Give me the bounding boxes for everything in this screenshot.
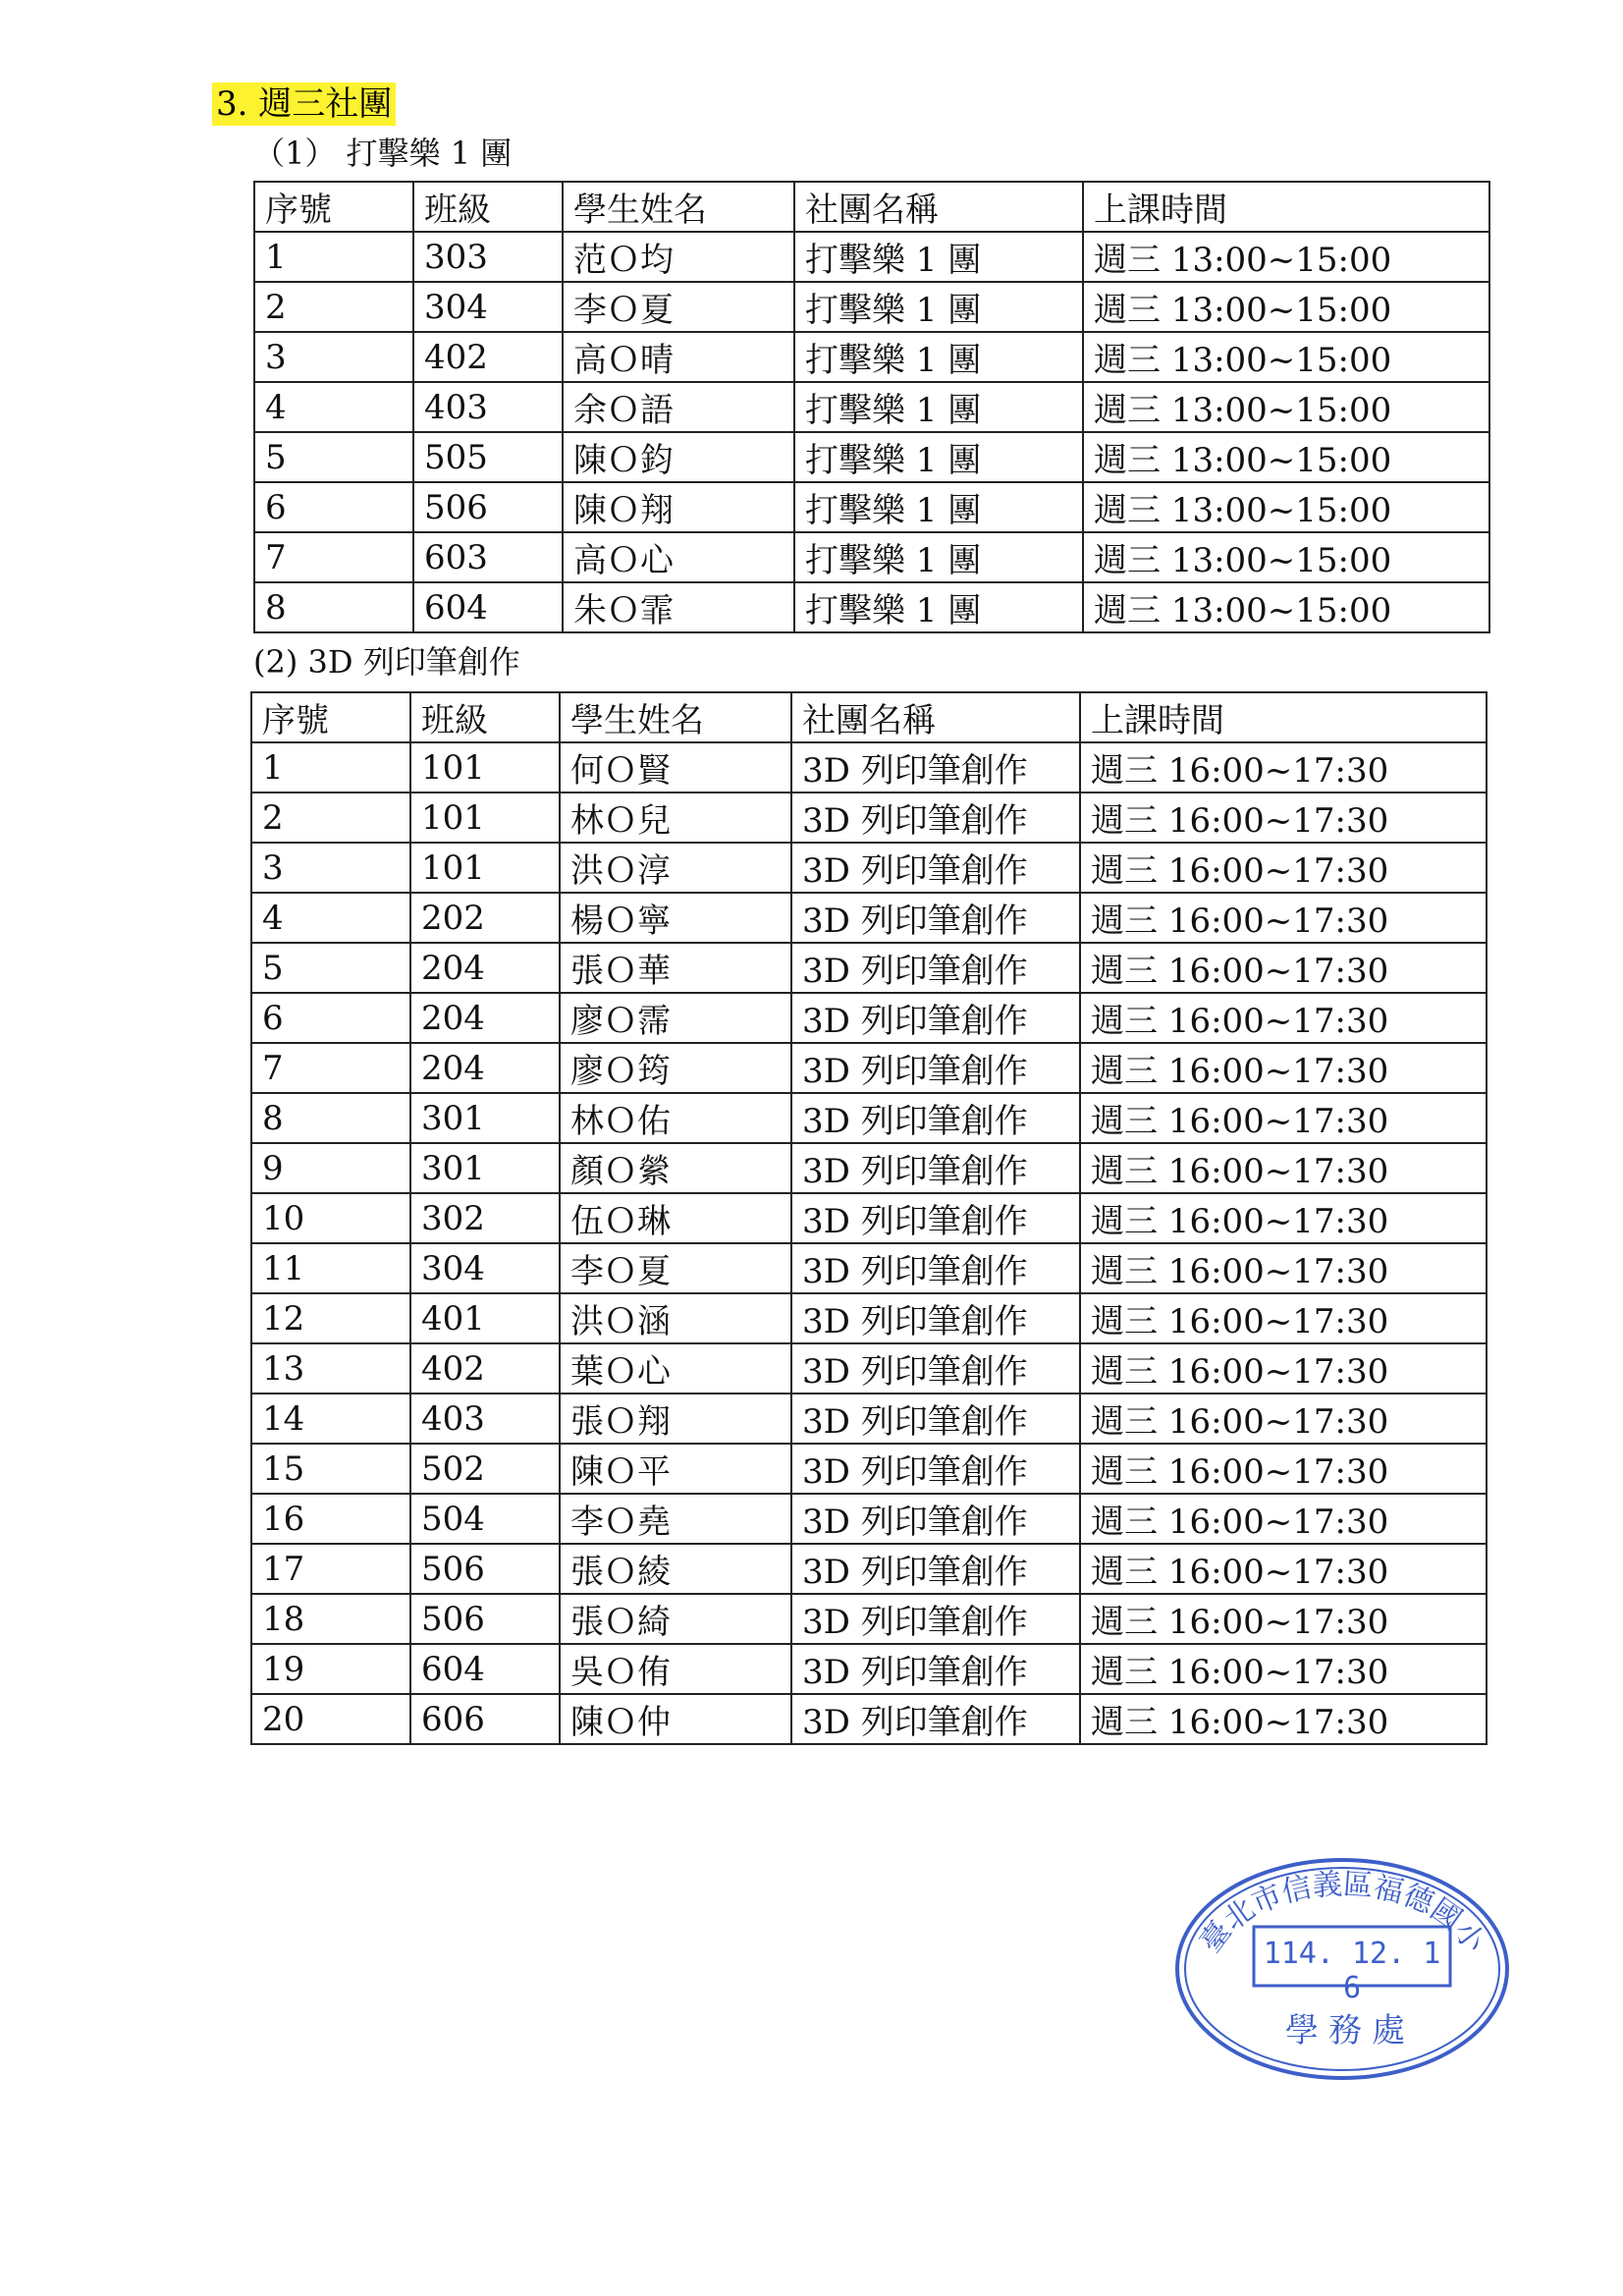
cell-club-name: 打擊樂 1 團 <box>794 282 1083 332</box>
header-club-name: 社團名稱 <box>791 692 1080 742</box>
cell-student-name: 高Ｏ心 <box>563 532 794 582</box>
cell-class: 204 <box>410 1043 560 1093</box>
table-row <box>251 742 1487 793</box>
cell-club-name: 3D 列印筆創作 <box>791 1243 1080 1293</box>
table-row <box>251 1093 1487 1143</box>
cell-seq: 6 <box>254 482 413 532</box>
cell-seq: 20 <box>251 1694 410 1744</box>
cell-class: 101 <box>410 793 560 843</box>
table-row <box>251 1193 1487 1243</box>
cell-seq: 13 <box>251 1343 410 1394</box>
cell-class: 403 <box>413 382 563 432</box>
school-office-stamp <box>1173 1856 1512 2082</box>
table-row <box>254 282 1489 332</box>
cell-seq: 2 <box>254 282 413 332</box>
cell-seq: 5 <box>251 943 410 993</box>
cell-student-name: 李Ｏ堯 <box>560 1494 791 1544</box>
header-seq: 序號 <box>254 182 413 232</box>
cell-student-name: 葉Ｏ心 <box>560 1343 791 1394</box>
cell-club-name: 3D 列印筆創作 <box>791 1093 1080 1143</box>
cell-student-name: 余Ｏ語 <box>563 382 794 432</box>
cell-student-name: 高Ｏ晴 <box>563 332 794 382</box>
cell-student-name: 陳Ｏ平 <box>560 1444 791 1494</box>
table-row <box>254 332 1489 382</box>
subsection-title-3d-pen: (2) 3D 列印筆創作 <box>253 643 520 681</box>
cell-class: 506 <box>410 1594 560 1644</box>
table-row <box>251 943 1487 993</box>
cell-club-name: 3D 列印筆創作 <box>791 993 1080 1043</box>
cell-class-time: 週三 16:00~17:30 <box>1080 1644 1487 1694</box>
cell-seq: 1 <box>251 742 410 793</box>
cell-club-name: 打擊樂 1 團 <box>794 532 1083 582</box>
cell-class-time: 週三 16:00~17:30 <box>1080 843 1487 893</box>
cell-class-time: 週三 16:00~17:30 <box>1080 1093 1487 1143</box>
cell-club-name: 打擊樂 1 團 <box>794 582 1083 632</box>
subsection-title-percussion: （1） 打擊樂 1 團 <box>253 135 513 172</box>
cell-club-name: 3D 列印筆創作 <box>791 1343 1080 1394</box>
cell-class-time: 週三 16:00~17:30 <box>1080 1444 1487 1494</box>
cell-student-name: 洪Ｏ淳 <box>560 843 791 893</box>
cell-seq: 7 <box>254 532 413 582</box>
cell-club-name: 3D 列印筆創作 <box>791 1143 1080 1193</box>
cell-class: 402 <box>410 1343 560 1394</box>
cell-student-name: 陳Ｏ鈞 <box>563 432 794 482</box>
cell-class: 303 <box>413 232 563 282</box>
cell-class-time: 週三 16:00~17:30 <box>1080 1143 1487 1193</box>
table-row <box>254 482 1489 532</box>
cell-club-name: 3D 列印筆創作 <box>791 1444 1080 1494</box>
header-student-name: 學生姓名 <box>563 182 794 232</box>
cell-seq: 1 <box>254 232 413 282</box>
cell-seq: 16 <box>251 1494 410 1544</box>
header-class-time: 上課時間 <box>1083 182 1489 232</box>
cell-student-name: 何Ｏ賢 <box>560 742 791 793</box>
cell-class-time: 週三 16:00~17:30 <box>1080 1594 1487 1644</box>
cell-class-time: 週三 16:00~17:30 <box>1080 943 1487 993</box>
cell-class-time: 週三 16:00~17:30 <box>1080 1243 1487 1293</box>
cell-class-time: 週三 16:00~17:30 <box>1080 1293 1487 1343</box>
cell-student-name: 朱Ｏ霏 <box>563 582 794 632</box>
cell-class-time: 週三 13:00~15:00 <box>1083 432 1489 482</box>
cell-class: 101 <box>410 843 560 893</box>
cell-class-time: 週三 16:00~17:30 <box>1080 1043 1487 1093</box>
cell-club-name: 3D 列印筆創作 <box>791 1293 1080 1343</box>
cell-club-name: 打擊樂 1 團 <box>794 382 1083 432</box>
cell-class-time: 週三 16:00~17:30 <box>1080 793 1487 843</box>
cell-seq: 4 <box>251 893 410 943</box>
cell-student-name: 李Ｏ夏 <box>560 1243 791 1293</box>
cell-student-name: 范Ｏ均 <box>563 232 794 282</box>
stamp-date: 114. 12. 1 6 <box>1263 1937 1441 2005</box>
table-row <box>251 1644 1487 1694</box>
cell-student-name: 陳Ｏ仲 <box>560 1694 791 1744</box>
table-header-row <box>254 182 1489 232</box>
table-row <box>251 1444 1487 1494</box>
cell-class: 603 <box>413 532 563 582</box>
cell-seq: 4 <box>254 382 413 432</box>
cell-club-name: 3D 列印筆創作 <box>791 1193 1080 1243</box>
table-row <box>254 432 1489 482</box>
cell-club-name: 3D 列印筆創作 <box>791 943 1080 993</box>
table-row <box>251 1594 1487 1644</box>
table-row <box>251 993 1487 1043</box>
header-class: 班級 <box>413 182 563 232</box>
cell-club-name: 打擊樂 1 團 <box>794 432 1083 482</box>
cell-class: 304 <box>413 282 563 332</box>
table-row <box>251 1394 1487 1444</box>
header-student-name: 學生姓名 <box>560 692 791 742</box>
cell-seq: 12 <box>251 1293 410 1343</box>
cell-seq: 8 <box>254 582 413 632</box>
table-row <box>251 1544 1487 1594</box>
cell-class: 506 <box>413 482 563 532</box>
cell-seq: 8 <box>251 1093 410 1143</box>
cell-club-name: 3D 列印筆創作 <box>791 1494 1080 1544</box>
cell-class-time: 週三 13:00~15:00 <box>1083 282 1489 332</box>
table-row <box>254 382 1489 432</box>
cell-student-name: 廖Ｏ霈 <box>560 993 791 1043</box>
cell-class-time: 週三 16:00~17:30 <box>1080 1494 1487 1544</box>
cell-seq: 17 <box>251 1544 410 1594</box>
cell-seq: 5 <box>254 432 413 482</box>
cell-class: 401 <box>410 1293 560 1343</box>
cell-club-name: 3D 列印筆創作 <box>791 1043 1080 1093</box>
cell-seq: 18 <box>251 1594 410 1644</box>
cell-student-name: 李Ｏ夏 <box>563 282 794 332</box>
table-header-row <box>251 692 1487 742</box>
table-row <box>251 1694 1487 1744</box>
cell-class-time: 週三 16:00~17:30 <box>1080 1343 1487 1394</box>
cell-student-name: 吳Ｏ侑 <box>560 1644 791 1694</box>
cell-club-name: 3D 列印筆創作 <box>791 1594 1080 1644</box>
percussion-roster-table <box>253 181 1490 633</box>
cell-club-name: 3D 列印筆創作 <box>791 1394 1080 1444</box>
cell-seq: 3 <box>254 332 413 382</box>
cell-student-name: 廖Ｏ筠 <box>560 1043 791 1093</box>
cell-student-name: 伍Ｏ琳 <box>560 1193 791 1243</box>
cell-club-name: 打擊樂 1 團 <box>794 232 1083 282</box>
cell-student-name: 洪Ｏ涵 <box>560 1293 791 1343</box>
cell-class-time: 週三 16:00~17:30 <box>1080 1544 1487 1594</box>
cell-club-name: 3D 列印筆創作 <box>791 893 1080 943</box>
cell-seq: 14 <box>251 1394 410 1444</box>
cell-class-time: 週三 16:00~17:30 <box>1080 1394 1487 1444</box>
cell-club-name: 3D 列印筆創作 <box>791 843 1080 893</box>
cell-seq: 7 <box>251 1043 410 1093</box>
cell-seq: 19 <box>251 1644 410 1694</box>
cell-class: 204 <box>410 993 560 1043</box>
cell-class: 606 <box>410 1694 560 1744</box>
cell-seq: 2 <box>251 793 410 843</box>
cell-class-time: 週三 16:00~17:30 <box>1080 893 1487 943</box>
table-row <box>251 1494 1487 1544</box>
table-row <box>251 793 1487 843</box>
cell-class: 402 <box>413 332 563 382</box>
cell-class: 604 <box>410 1644 560 1694</box>
cell-class: 302 <box>410 1193 560 1243</box>
table-row <box>251 1143 1487 1193</box>
cell-student-name: 顏Ｏ縈 <box>560 1143 791 1193</box>
table-row <box>251 1293 1487 1343</box>
cell-seq: 11 <box>251 1243 410 1293</box>
cell-class: 506 <box>410 1544 560 1594</box>
cell-class-time: 週三 13:00~15:00 <box>1083 582 1489 632</box>
cell-student-name: 林Ｏ兒 <box>560 793 791 843</box>
cell-class-time: 週三 13:00~15:00 <box>1083 332 1489 382</box>
cell-seq: 6 <box>251 993 410 1043</box>
header-class: 班級 <box>410 692 560 742</box>
cell-club-name: 3D 列印筆創作 <box>791 793 1080 843</box>
cell-class: 604 <box>413 582 563 632</box>
cell-class: 301 <box>410 1093 560 1143</box>
cell-student-name: 陳Ｏ翔 <box>563 482 794 532</box>
cell-club-name: 3D 列印筆創作 <box>791 742 1080 793</box>
cell-class: 504 <box>410 1494 560 1544</box>
table-row <box>251 843 1487 893</box>
cell-class-time: 週三 13:00~15:00 <box>1083 482 1489 532</box>
cell-class: 502 <box>410 1444 560 1494</box>
table-row <box>254 532 1489 582</box>
stamp-office: 學務處 <box>1285 2011 1415 2050</box>
cell-student-name: 楊Ｏ寧 <box>560 893 791 943</box>
cell-class: 101 <box>410 742 560 793</box>
table-row <box>254 232 1489 282</box>
cell-class: 403 <box>410 1394 560 1444</box>
cell-student-name: 張Ｏ翔 <box>560 1394 791 1444</box>
stamp-school-name: 臺北市信義區福德國小 <box>1193 1867 1492 1959</box>
cell-club-name: 打擊樂 1 團 <box>794 332 1083 382</box>
cell-seq: 10 <box>251 1193 410 1243</box>
cell-student-name: 張Ｏ綺 <box>560 1594 791 1644</box>
cell-student-name: 張Ｏ華 <box>560 943 791 993</box>
3d-pen-roster-table <box>250 691 1488 1745</box>
cell-class: 304 <box>410 1243 560 1293</box>
cell-seq: 15 <box>251 1444 410 1494</box>
cell-club-name: 3D 列印筆創作 <box>791 1544 1080 1594</box>
cell-class-time: 週三 16:00~17:30 <box>1080 1694 1487 1744</box>
cell-student-name: 林Ｏ佑 <box>560 1093 791 1143</box>
cell-class: 204 <box>410 943 560 993</box>
cell-class: 202 <box>410 893 560 943</box>
cell-class: 301 <box>410 1143 560 1193</box>
table-row <box>254 582 1489 632</box>
cell-class-time: 週三 16:00~17:30 <box>1080 1193 1487 1243</box>
table-row <box>251 1243 1487 1293</box>
cell-class-time: 週三 13:00~15:00 <box>1083 232 1489 282</box>
cell-class-time: 週三 16:00~17:30 <box>1080 993 1487 1043</box>
cell-class: 505 <box>413 432 563 482</box>
cell-class-time: 週三 13:00~15:00 <box>1083 382 1489 432</box>
header-class-time: 上課時間 <box>1080 692 1487 742</box>
section-heading: 3. 週三社團 <box>212 82 396 126</box>
header-seq: 序號 <box>251 692 410 742</box>
cell-seq: 3 <box>251 843 410 893</box>
cell-class-time: 週三 13:00~15:00 <box>1083 532 1489 582</box>
table-row <box>251 1043 1487 1093</box>
cell-club-name: 打擊樂 1 團 <box>794 482 1083 532</box>
cell-club-name: 3D 列印筆創作 <box>791 1644 1080 1694</box>
cell-class-time: 週三 16:00~17:30 <box>1080 742 1487 793</box>
header-club-name: 社團名稱 <box>794 182 1083 232</box>
cell-club-name: 3D 列印筆創作 <box>791 1694 1080 1744</box>
table-row <box>251 1343 1487 1394</box>
cell-seq: 9 <box>251 1143 410 1193</box>
cell-student-name: 張Ｏ綾 <box>560 1544 791 1594</box>
table-row <box>251 893 1487 943</box>
